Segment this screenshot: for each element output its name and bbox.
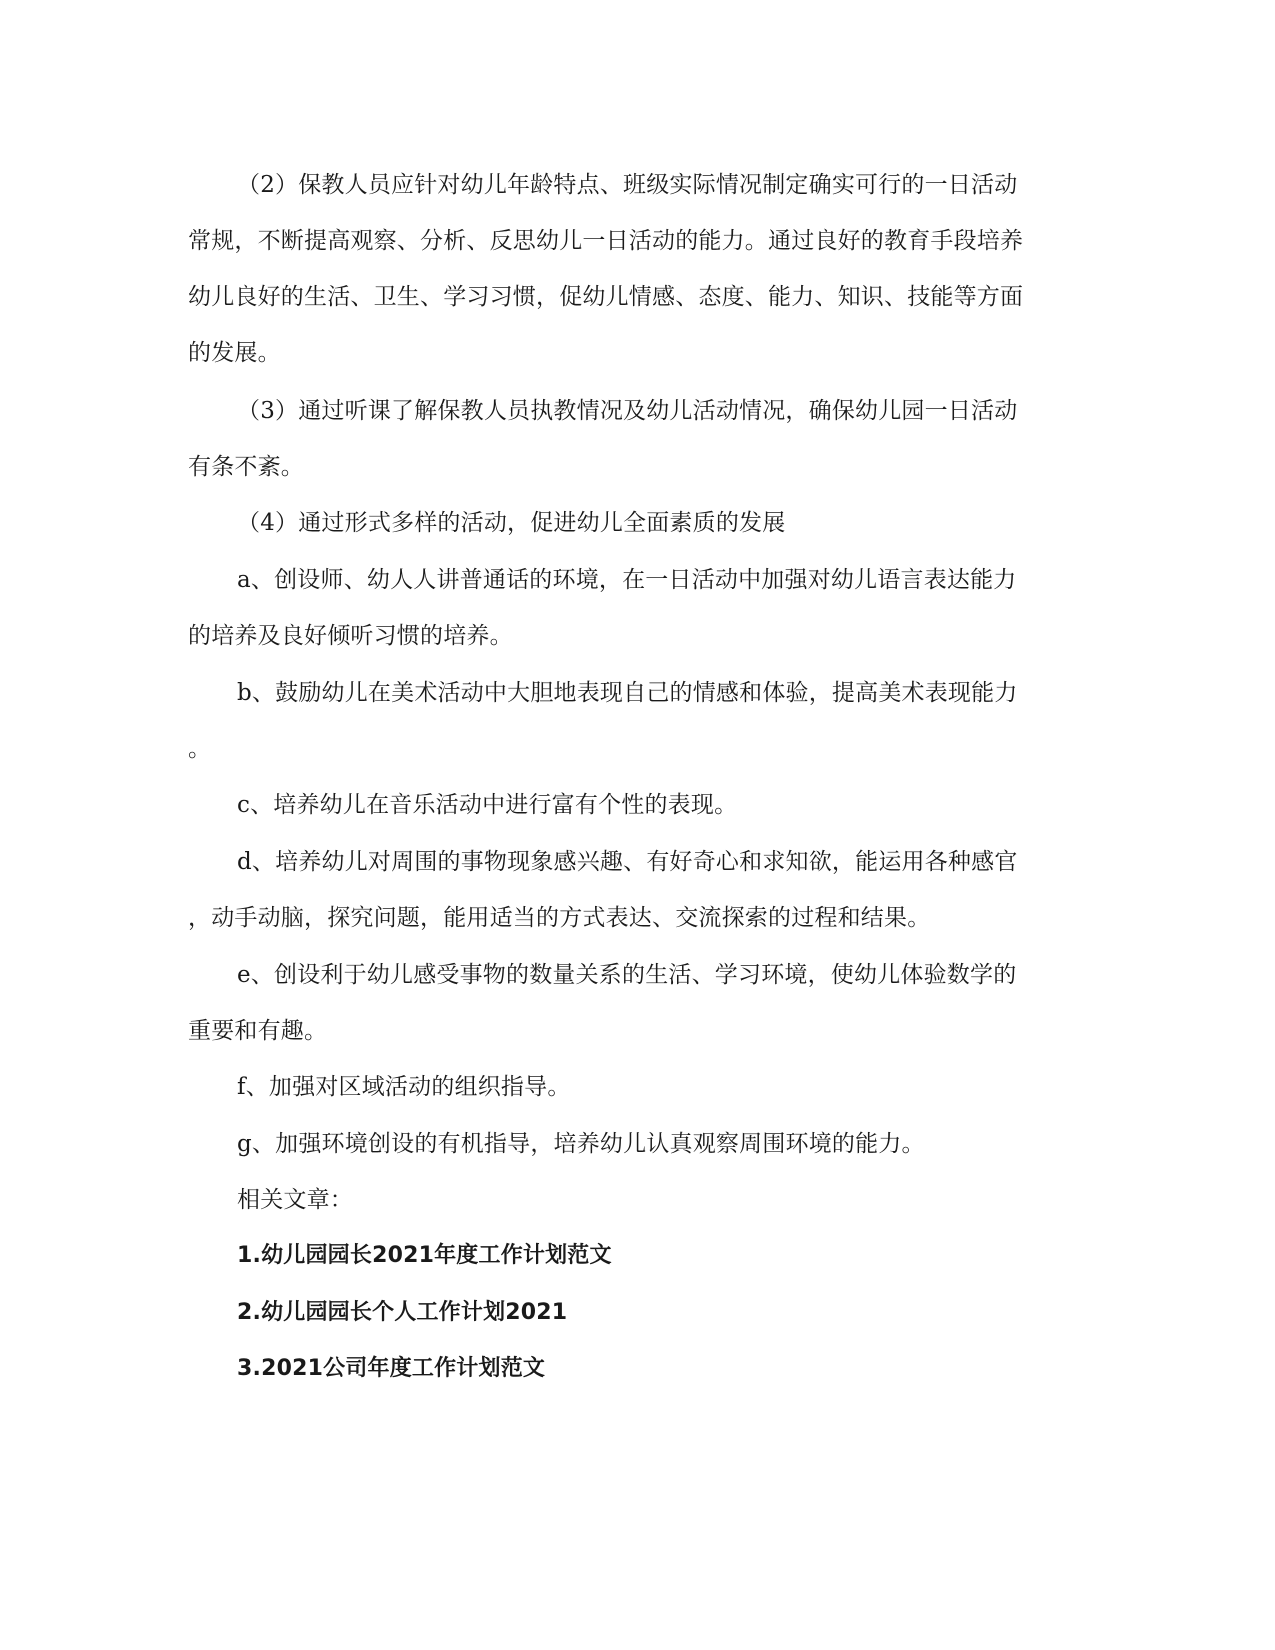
paragraph-2-line-1: （2）保教人员应针对幼儿年龄特点、班级实际情况制定确实可行的一日活动 (237, 172, 1018, 198)
paragraph-2-line-4: 的发展。 (188, 340, 281, 366)
related-link-2[interactable]: 2.幼儿园园长个人工作计划2021 (237, 1300, 568, 1325)
item-b-line-2: 。 (188, 736, 212, 762)
paragraph-2-line-3: 幼儿良好的生活、卫生、学习习惯，促幼儿情感、态度、能力、知识、技能等方面 (188, 284, 1024, 310)
paragraph-3-line-1: （3）通过听课了解保教人员执教情况及幼儿活动情况，确保幼儿园一日活动 (237, 398, 1018, 424)
item-f-line-1: f、加强对区域活动的组织指导。 (237, 1074, 571, 1100)
item-e-line-1: e、创设利于幼儿感受事物的数量关系的生活、学习环境，使幼儿体验数学的 (237, 962, 1017, 988)
item-c-line-1: c、培养幼儿在音乐活动中进行富有个性的表现。 (237, 792, 738, 818)
related-heading: 相关文章： (237, 1187, 353, 1213)
item-b-line-1: b、鼓励幼儿在美术活动中大胆地表现自己的情感和体验，提高美术表现能力 (237, 680, 1018, 706)
paragraph-2-line-2: 常规，不断提高观察、分析、反思幼儿一日活动的能力。通过良好的教育手段培养 (188, 228, 1024, 254)
item-a-line-2: 的培养及良好倾听习惯的培养。 (188, 623, 513, 649)
paragraph-3-line-2: 有条不紊。 (188, 454, 304, 480)
related-link-1[interactable]: 1.幼儿园园长2021年度工作计划范文 (237, 1243, 612, 1268)
item-a-line-1: a、创设师、幼人人讲普通话的环境，在一日活动中加强对幼儿语言表达能力 (237, 567, 1017, 593)
paragraph-4-line-1: （4）通过形式多样的活动，促进幼儿全面素质的发展 (237, 510, 786, 536)
item-e-line-2: 重要和有趣。 (188, 1018, 328, 1044)
item-d-line-1: d、培养幼儿对周围的事物现象感兴趣、有好奇心和求知欲，能运用各种感官 (237, 849, 1018, 875)
related-link-3[interactable]: 3.2021公司年度工作计划范文 (237, 1356, 546, 1381)
item-d-line-2: ，动手动脑，探究问题，能用适当的方式表达、交流探索的过程和结果。 (188, 905, 931, 931)
item-g-line-1: g、加强环境创设的有机指导，培养幼儿认真观察周围环境的能力。 (237, 1131, 925, 1157)
